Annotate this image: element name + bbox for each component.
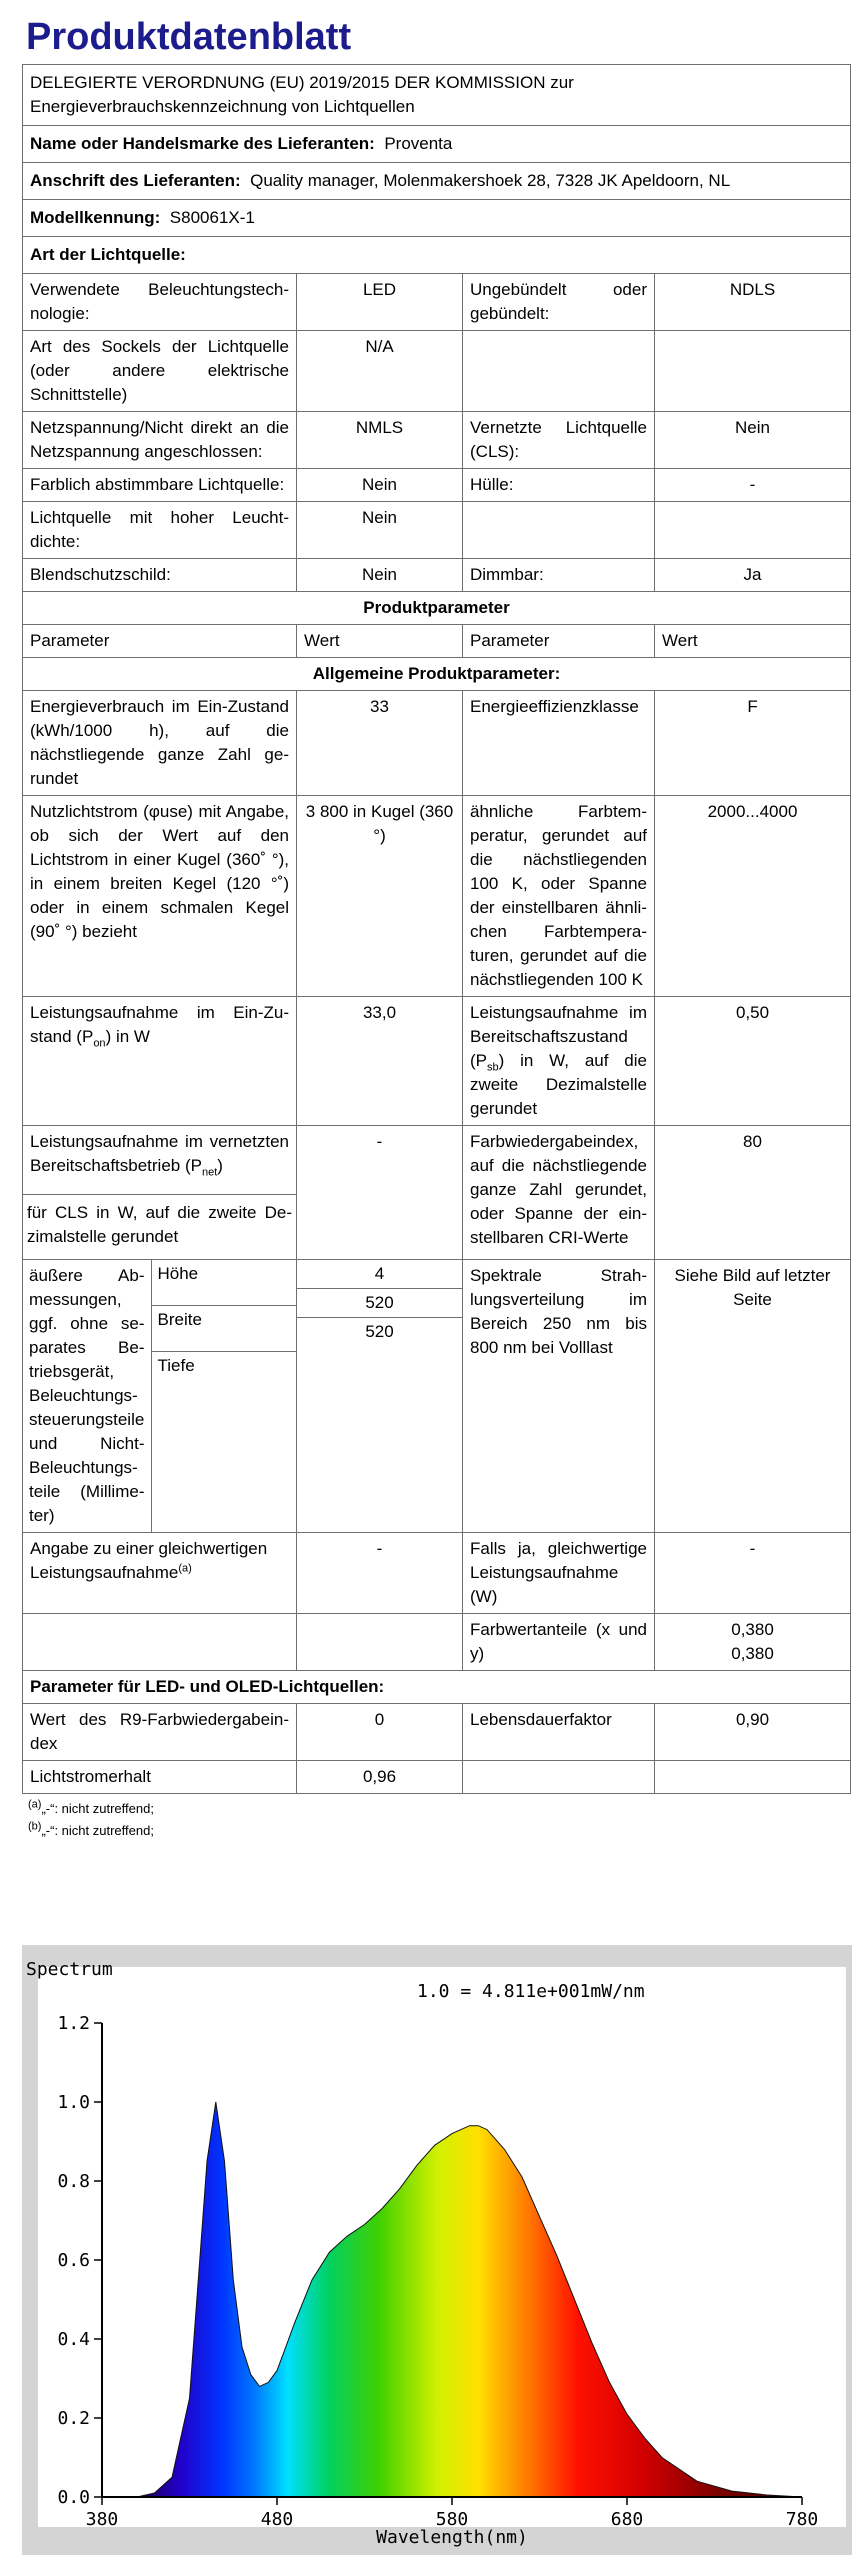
y-tick-label: 0.0 xyxy=(57,2487,90,2508)
power-on-row xyxy=(23,997,851,1126)
y-tick-label: 0.2 xyxy=(57,2408,90,2429)
model-value: S80061X-1 xyxy=(169,208,255,227)
spectral-value: Siehe Bild auf letzter Seite xyxy=(655,1260,851,1533)
product-params-header-row xyxy=(23,592,851,625)
x-tick-label: 580 xyxy=(435,2509,469,2530)
general-value: 33 xyxy=(297,691,463,796)
supplier-name-row xyxy=(23,126,851,163)
spectrum-chart-panel xyxy=(22,1945,852,2555)
dimension-depth-value: 520 xyxy=(365,1322,394,1341)
regulation-line-2: Energieverbrauchskennzeichnung von Lichtquellen xyxy=(30,97,415,116)
chart-title: Spectrum xyxy=(26,1959,113,1980)
led-value-2 xyxy=(655,1761,851,1794)
dimension-width-value-row xyxy=(297,1289,462,1318)
column-header-row xyxy=(23,625,851,658)
y-tick-label: 1.2 xyxy=(57,2013,90,2034)
regulation-row xyxy=(23,65,851,126)
footnotes xyxy=(22,1798,850,1842)
light-source-value: N/A xyxy=(297,331,463,412)
light-source-value: Nein xyxy=(297,502,463,559)
standby-post: ) in W, auf die zweite Dezimalstelle gerundet xyxy=(470,1051,647,1118)
light-source-label-2: Hülle: xyxy=(463,469,655,502)
networked-post: ) xyxy=(217,1156,223,1175)
led-header-row xyxy=(23,1671,851,1704)
chromaticity-empty-2 xyxy=(297,1614,463,1671)
chromaticity-values xyxy=(655,1614,851,1671)
light-source-value-2: Ja xyxy=(655,559,851,592)
general-label: Energieverbrauch im Ein-Zustand (kWh/1000 h), auf die nächstliegende ganze Zahl gerundet xyxy=(23,691,297,796)
datasheet-table xyxy=(22,64,851,1794)
general-header-row xyxy=(23,658,851,691)
footnote-a-mark: (a) xyxy=(28,1798,42,1811)
general-row xyxy=(23,691,851,796)
light-source-value: NMLS xyxy=(297,412,463,469)
power-on-label xyxy=(23,997,297,1126)
supplier-address-label: Anschrift des Lieferanten: xyxy=(30,171,241,190)
light-source-label-2 xyxy=(463,331,655,412)
networked-sub: net xyxy=(201,1166,218,1179)
led-header: Parameter für LED- und OLED-Lichtquellen: xyxy=(23,1671,851,1704)
led-value: 0 xyxy=(297,1704,463,1761)
light-source-value: LED xyxy=(297,274,463,331)
footnote-b-mark: (b) xyxy=(28,1820,42,1833)
light-source-label-2: Vernetzte Lichtquelle (CLS): xyxy=(463,412,655,469)
chromaticity-label: Farbwertanteile (x und y) xyxy=(463,1614,655,1671)
light-source-value-2 xyxy=(655,502,851,559)
dimension-depth-value-row xyxy=(297,1318,462,1499)
light-source-row xyxy=(23,331,851,412)
equivalent-row xyxy=(23,1533,851,1614)
networked-value: - xyxy=(297,1126,463,1260)
light-source-label-2: Dimmbar: xyxy=(463,559,655,592)
standby-label xyxy=(463,997,655,1126)
led-value-2: 0,90 xyxy=(655,1704,851,1761)
product-params-header: Produktparameter xyxy=(23,592,851,625)
power-on-value: 33,0 xyxy=(297,997,463,1126)
x-axis-label: Wavelength(nm) xyxy=(376,2527,528,2548)
dimension-depth-label: Tiefe xyxy=(151,1352,296,1533)
supplier-address-row xyxy=(23,163,851,200)
dimensions-values-cell xyxy=(297,1260,463,1533)
spectral-label: Spektrale Strahlungsverteilung im Bereich 250 nm bis 800 nm bei Volllast xyxy=(463,1260,655,1533)
chromaticity-y: 0,380 xyxy=(731,1644,774,1663)
supplier-address-value: Quality manager, Molenmakershoek 28, 7328 JK Apeldoorn, NL xyxy=(250,171,731,190)
power-on-post: ) in W xyxy=(105,1027,150,1046)
light-source-value-2: Nein xyxy=(655,412,851,469)
led-label: Wert des R9-Farbwiedergabeindex xyxy=(23,1704,297,1761)
light-source-label-2 xyxy=(463,502,655,559)
page-title: Produktdatenblatt xyxy=(26,16,352,58)
light-source-label: Verwendete Beleuchtungstechnologie: xyxy=(23,274,297,331)
standby-pre: Leistungsaufnahme im Bereitschaftszustand (P xyxy=(470,1003,647,1070)
general-row xyxy=(23,796,851,997)
dimensions-table xyxy=(23,1260,296,1532)
light-source-row xyxy=(23,502,851,559)
model-cell xyxy=(23,200,851,237)
light-source-value-2: - xyxy=(655,469,851,502)
footnote-a xyxy=(28,1798,850,1820)
footnote-b-text: „-“: nicht zutreffend; xyxy=(41,1823,154,1838)
dimensions-label: äußere Abmessungen, ggf. ohne separates Betriebsgerät, Beleuchtungssteuerungsteile und Nicht-Beleuchtungsteile (Millimeter) xyxy=(23,1260,151,1532)
model-row xyxy=(23,200,851,237)
led-value: 0,96 xyxy=(297,1761,463,1794)
led-label: Lichtstromerhalt xyxy=(23,1761,297,1794)
dimension-height-value-row xyxy=(297,1260,462,1289)
general-header: Allgemeine Produktparameter: xyxy=(23,658,851,691)
light-source-value-2: NDLS xyxy=(655,274,851,331)
dimension-width-label: Breite xyxy=(151,1305,296,1351)
led-row xyxy=(23,1704,851,1761)
regulation-text xyxy=(23,65,851,126)
col-header-param-2: Parameter xyxy=(463,625,655,658)
dimension-height-value: 4 xyxy=(297,1260,462,1289)
light-source-label: Art des Sockels der Lichtquelle (oder andere elektrische Schnittstelle) xyxy=(23,331,297,412)
col-header-value-2: Wert xyxy=(655,625,851,658)
general-value-2: 2000...4000 xyxy=(655,796,851,997)
light-source-row xyxy=(23,274,851,331)
supplier-address-cell xyxy=(23,163,851,200)
general-label: Nutzlichtstrom (φuse) mit Angabe, ob sich der Wert auf den Lichtstrom in einer Kugel (360˚ °), in einem breiten Kegel (120 °˚) oder in einem schmalen Kegel (90˚ °) bezieht xyxy=(23,796,297,997)
equivalent-power-value: - xyxy=(655,1533,851,1614)
light-source-value: Nein xyxy=(297,559,463,592)
equivalent-power-label: Falls ja, gleichwertige Leistungsaufnahme (W) xyxy=(463,1533,655,1614)
light-source-header-row xyxy=(23,237,851,274)
equivalent-sup: (a) xyxy=(178,1562,192,1575)
dimensions-values-table xyxy=(297,1260,462,1498)
networked-pre: Leistungsaufnahme im vernetzten Bereitschaftsbetrieb (P xyxy=(30,1132,289,1175)
standby-sub: sb xyxy=(487,1061,499,1074)
cri-value: 80 xyxy=(655,1126,851,1260)
power-on-pre: Leistungsaufnahme im Ein-Zustand (P xyxy=(30,1003,289,1046)
light-source-label: Netzspannung/Nicht direkt an die Netzspannung angeschlossen: xyxy=(23,412,297,469)
datasheet xyxy=(22,10,850,1842)
cri-label: Farbwiedergabeindex, auf die nächstliegende ganze Zahl gerundet, oder Spanne der einstellbaren CRI-Werte xyxy=(463,1126,655,1260)
dimensions-cell xyxy=(23,1260,297,1533)
x-tick-label: 480 xyxy=(260,2509,294,2530)
light-source-label: Blendschutzschild: xyxy=(23,559,297,592)
col-header-value-1: Wert xyxy=(297,625,463,658)
general-label-2: ähnliche Farbtemperatur, gerundet auf die nächstliegenden 100 K, oder Spanne der einstellbaren ähnlichen Farbtemperaturen, gerundet auf die nächstliegenden 100 K xyxy=(463,796,655,997)
general-value: 3 800 in Kugel (360 °) xyxy=(297,796,463,997)
x-tick-label: 780 xyxy=(785,2509,819,2530)
light-source-row xyxy=(23,559,851,592)
led-label-2 xyxy=(463,1761,655,1794)
light-source-header: Art der Lichtquelle: xyxy=(23,237,851,274)
general-section xyxy=(23,691,851,997)
chromaticity-row xyxy=(23,1614,851,1671)
power-on-sub: on xyxy=(93,1037,106,1050)
footnote-a-text: „-“: nicht zutreffend; xyxy=(41,1801,154,1816)
led-row xyxy=(23,1761,851,1794)
dimension-width-value: 520 xyxy=(297,1289,462,1318)
general-value-2: F xyxy=(655,691,851,796)
light-source-value: Nein xyxy=(297,469,463,502)
light-source-row xyxy=(23,469,851,502)
supplier-name-value: Proventa xyxy=(384,134,453,153)
dimensions-first-row xyxy=(23,1260,296,1305)
x-tick-label: 380 xyxy=(85,2509,119,2530)
equivalent-value: - xyxy=(297,1533,463,1614)
x-tick-label: 680 xyxy=(610,2509,644,2530)
light-source-label: Farblich abstimmbare Lichtquelle: xyxy=(23,469,297,502)
spectrum-chart xyxy=(22,1945,852,2555)
networked-label xyxy=(23,1126,297,1260)
supplier-name-label: Name oder Handelsmarke des Lieferanten: xyxy=(30,134,375,153)
chart-annotation: 1.0 = 4.811e+001mW/nm xyxy=(417,1981,645,2002)
standby-value: 0,50 xyxy=(655,997,851,1126)
equivalent-label-text: Angabe zu einer gleichwertigen Leistungsaufnahme xyxy=(30,1539,268,1582)
dimension-height-label: Höhe xyxy=(151,1260,296,1305)
chromaticity-x: 0,380 xyxy=(731,1620,774,1639)
led-section xyxy=(23,1704,851,1794)
footnote-b xyxy=(28,1820,850,1842)
networked-row xyxy=(23,1126,851,1260)
dimensions-row xyxy=(23,1260,851,1533)
light-source-value-2 xyxy=(655,331,851,412)
light-source-section xyxy=(23,274,851,592)
supplier-name-cell xyxy=(23,126,851,163)
networked-label-cont: für CLS in W, auf die zweite Dezimalstelle gerundet xyxy=(23,1194,296,1259)
general-label-2: Energieeffizienzklasse xyxy=(463,691,655,796)
model-label: Modellkennung: xyxy=(30,208,161,227)
y-tick-label: 0.4 xyxy=(57,2329,90,2350)
col-header-param-1: Parameter xyxy=(23,625,297,658)
light-source-row xyxy=(23,412,851,469)
regulation-line-1: DELEGIERTE VERORDNUNG (EU) 2019/2015 DER KOMMISSION zur xyxy=(30,73,574,92)
led-label-2: Lebensdauerfaktor xyxy=(463,1704,655,1761)
light-source-label-2: Ungebündelt oder gebündelt: xyxy=(463,274,655,331)
equivalent-label xyxy=(23,1533,297,1614)
chromaticity-empty-1 xyxy=(23,1614,297,1671)
light-source-label: Lichtquelle mit hoher Leuchtdichte: xyxy=(23,502,297,559)
y-tick-label: 0.6 xyxy=(57,2250,90,2271)
networked-label-first xyxy=(30,1130,289,1194)
y-tick-label: 1.0 xyxy=(57,2092,90,2113)
y-tick-label: 0.8 xyxy=(57,2171,90,2192)
